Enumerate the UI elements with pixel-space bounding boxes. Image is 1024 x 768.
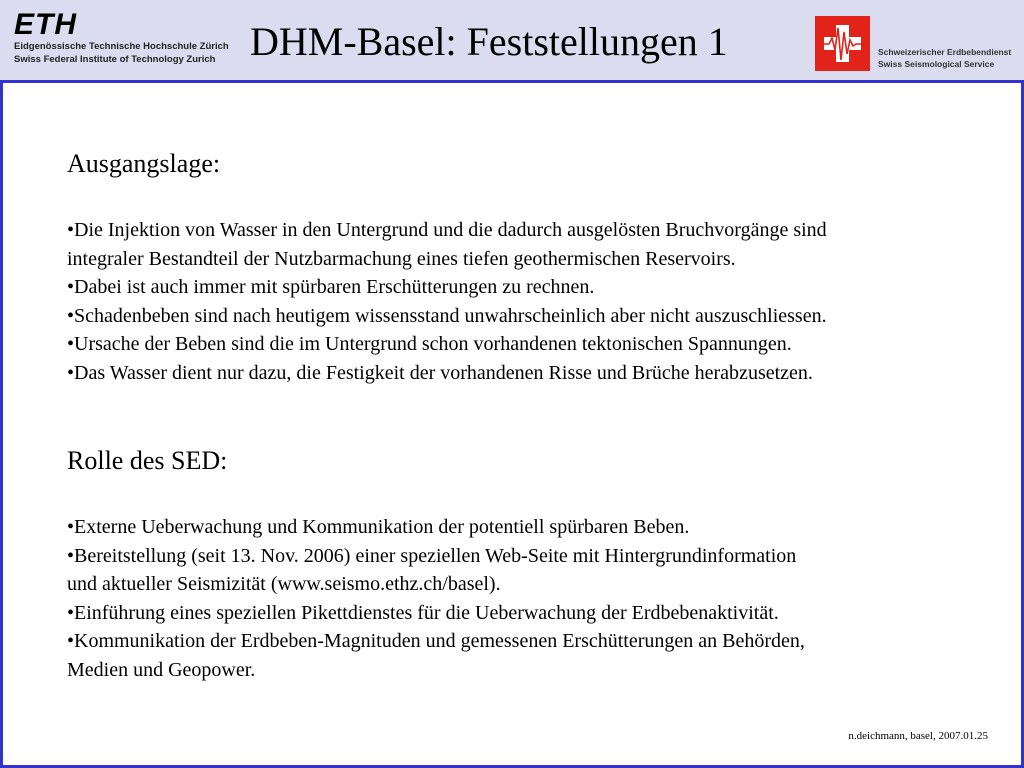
section2-line: Medien und Geopower. xyxy=(67,658,256,681)
section-heading-ausgangslage: Ausgangslage: xyxy=(67,149,221,178)
sed-name-german: Schweizerischer Erdbebendienst xyxy=(878,47,1012,57)
section1-line: •Die Injektion von Wasser in den Untergrund und die dadurch ausgelösten Bruchvorgänge sind xyxy=(67,219,827,241)
section1-line: •Ursache der Beben sind die im Untergrund schon vorhandenen tektonischen Spannungen. xyxy=(67,333,792,355)
section1-line: •Dabei ist auch immer mit spürbaren Erschütterungen zu rechnen. xyxy=(67,276,595,298)
section1-line: •Das Wasser dient nur dazu, die Festigkeit der vorhandenen Risse und Brüche herabzusetzen. xyxy=(67,361,813,384)
eth-logo: ETH xyxy=(14,8,77,41)
section-heading-rolle-des-sed: Rolle des SED: xyxy=(67,446,228,475)
eth-logo-block xyxy=(14,10,229,66)
section2-line: •Externe Ueberwachung und Kommunikation der potentiell spürbaren Beben. xyxy=(67,516,690,538)
section2-line: •Bereitstellung (seit 13. Nov. 2006) einer speziellen Web-Seite mit Hintergrundinformation xyxy=(67,544,797,567)
section2-line: •Einführung eines speziellen Pikettdienstes für die Ueberwachung der Erdbebenaktivität. xyxy=(67,601,779,624)
section1-line: integraler Bestandteil der Nutzbarmachung eines tiefen geothermischen Reservoirs. xyxy=(67,247,736,270)
section2-line: •Kommunikation der Erdbeben-Magnituden und gemessenen Erschütterungen an Behörden, xyxy=(67,630,805,652)
section2-line: und aktueller Seismizität (www.seismo.ethz.ch/basel). xyxy=(67,573,501,595)
footer-credit: n.deichmann, basel, 2007.01.25 xyxy=(848,730,988,742)
header-bar xyxy=(0,0,1024,82)
slide-title: DHM-Basel: Feststellungen 1 xyxy=(250,19,728,64)
sed-name-block xyxy=(878,46,1011,70)
sed-name-english: Swiss Seismological Service xyxy=(878,59,995,69)
swiss-seismograph-flag-icon xyxy=(815,16,870,71)
eth-name-german: Eidgenössische Technische Hochschule Zürich xyxy=(14,41,229,52)
slide-content xyxy=(67,148,997,684)
section1-line: •Schadenbeben sind nach heutigem wissensstand unwahrscheinlich aber nicht auszuschliessen. xyxy=(67,304,827,327)
eth-name-english: Swiss Federal Institute of Technology Zurich xyxy=(14,54,216,65)
